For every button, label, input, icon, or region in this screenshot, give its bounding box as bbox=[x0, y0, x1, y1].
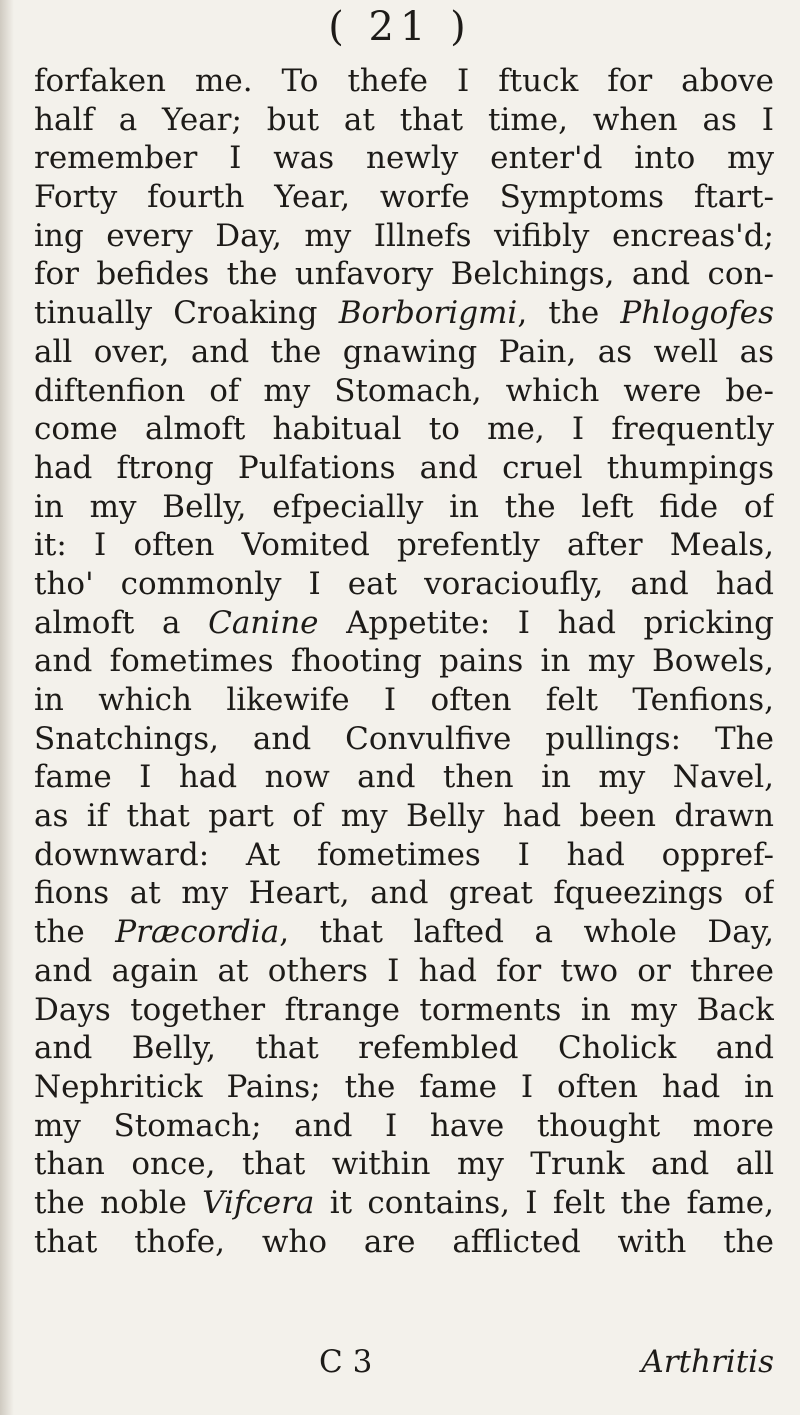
text-line: and fometimes fhooting pains in my Bowels, bbox=[34, 643, 774, 680]
text-line: half a Year; but at that time, when as I bbox=[34, 101, 774, 138]
text-line: downward: At fometimes I had oppref- bbox=[34, 836, 774, 873]
text-line: in my Belly, efpecially in the left fide of bbox=[34, 488, 774, 525]
text-line: remember I was newly enter'd into my bbox=[34, 140, 774, 177]
text-line: all over, and the gnawing Pain, as well as bbox=[34, 333, 774, 370]
text-line: diftenfion of my Stomach, which were be- bbox=[34, 372, 774, 409]
text-line: fions at my Heart, and great fqueezings of bbox=[34, 875, 774, 912]
text-line: almoft a Canine Appetite: I had pricking bbox=[34, 604, 774, 641]
text-line: and Belly, that refembled Cholick and bbox=[34, 1030, 774, 1067]
text-line: my Stomach; and I have thought more bbox=[34, 1107, 774, 1144]
text-line: as if that part of my Belly had been drawn bbox=[34, 798, 774, 835]
page-number: ( 21 ) bbox=[328, 4, 472, 50]
text-line: forfaken me. To thefe I ftuck for above bbox=[34, 63, 774, 99]
text-line: tho' commonly I eat voracioufly, and had bbox=[34, 565, 774, 602]
binding-shadow bbox=[0, 0, 14, 1415]
text-line: that thofe, who are afflicted with the bbox=[34, 1223, 774, 1260]
text-line: fame I had now and then in my Navel, bbox=[34, 759, 774, 796]
text-line: the Præcordia, that lafted a whole Day, bbox=[34, 914, 774, 951]
text-line: in which likewife I often felt Tenfions, bbox=[34, 682, 774, 718]
text-line: Snatchings, and Convulfive pullings: The bbox=[34, 720, 774, 757]
text-line: Nephritick Pains; the fame I often had in bbox=[34, 1068, 774, 1105]
text-line: tinually Croaking Borborigmi, the Phlogofes bbox=[34, 295, 774, 332]
text-line: had ftrong Pulfations and cruel thumpings bbox=[34, 449, 774, 486]
body-text bbox=[34, 62, 774, 1261]
text-line: and again at others I had for two or three bbox=[34, 952, 774, 989]
catchword: Arthritis bbox=[641, 1344, 774, 1380]
text-line: the noble Vifcera it contains, I felt the fame, bbox=[34, 1184, 774, 1221]
text-line: Days together ftrange torments in my Back bbox=[34, 991, 774, 1028]
text-line: ing every Day, my Illnefs vifibly encreas'd; bbox=[34, 217, 774, 254]
text-line: than once, that within my Trunk and all bbox=[34, 1146, 774, 1183]
text-line: for befides the unfavory Belchings, and con- bbox=[34, 256, 774, 293]
text-line: it: I often Vomited prefently after Meals, bbox=[34, 527, 774, 564]
text-line: Forty fourth Year, worfe Symptoms ftart- bbox=[34, 179, 774, 216]
text-line: come almoft habitual to me, I frequently bbox=[34, 411, 774, 448]
footer-row bbox=[34, 1342, 774, 1382]
signature-mark: C 3 bbox=[319, 1344, 373, 1380]
